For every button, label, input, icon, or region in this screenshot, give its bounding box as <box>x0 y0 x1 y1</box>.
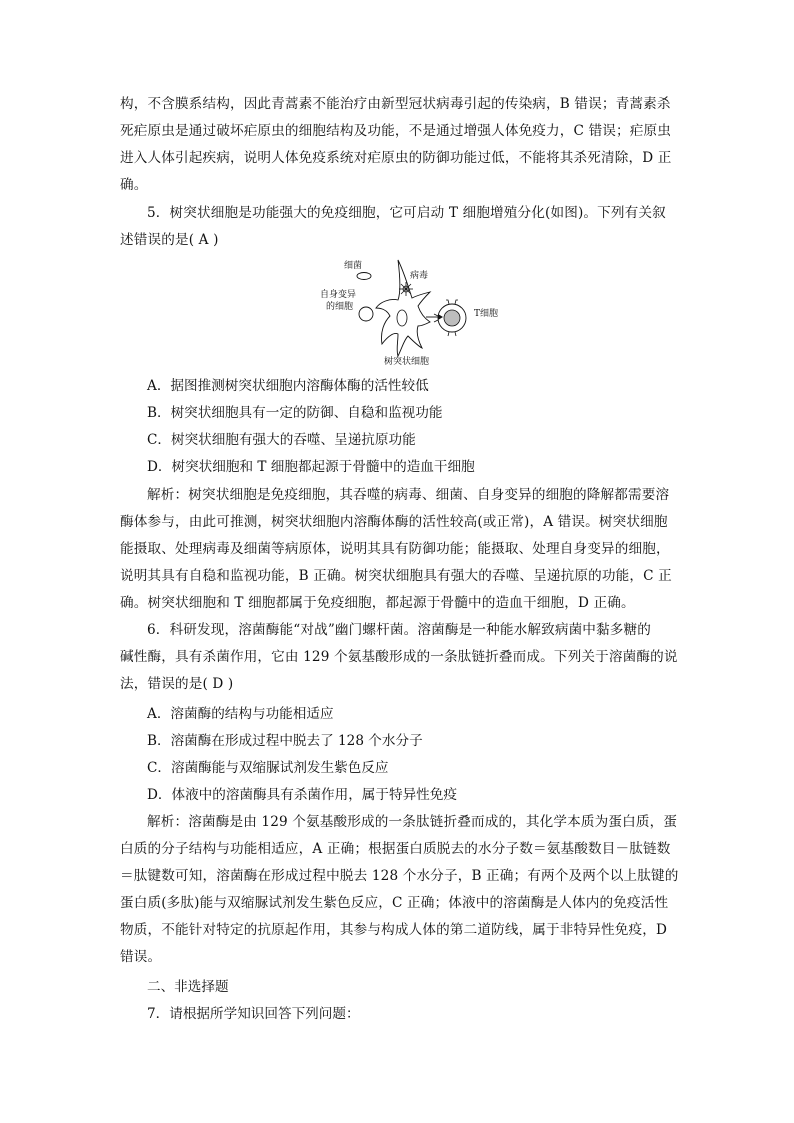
text-line: 白质的分子结构与功能相适应，A 正确；根据蛋白质脱去的水分子数＝氨基酸数目－肽链数 <box>120 841 671 857</box>
section-heading: 二、非选择题 <box>147 979 229 995</box>
q6-option-b: B．溶菌酶在形成过程中脱去了 128 个水分子 <box>147 733 423 749</box>
figure-label-bacteria: 细菌 <box>344 261 363 271</box>
dendritic-cell-figure <box>318 256 508 368</box>
q5-option-d: D．树突状细胞和 T 细胞都起源于骨髓中的造血干细胞 <box>147 459 475 475</box>
text-line: 死疟原虫是通过破坏疟原虫的细胞结构及功能，不是通过增强人体免疫力，C 错误；疟原虫 <box>120 123 672 139</box>
q6-option-c: C．溶菌酶能与双缩脲试剂发生紫色反应 <box>147 760 389 776</box>
text-line: 确。树突状细胞和 T 细胞都属于免疫细胞，都起源于骨髓中的造血干细胞，D 正确。 <box>120 595 635 611</box>
mutant-cell-shape <box>359 307 373 321</box>
text-line: 碱性酶，具有杀菌作用，它由 129 个氨基酸形成的一条肽链折叠而成。下列关于溶菌酶的说 <box>120 649 678 665</box>
text-line: 5．树突状细胞是功能强大的免疫细胞，它可启动 T 细胞增殖分化(如图)。下列有关叙 <box>147 205 666 221</box>
q5-option-b: B．树突状细胞具有一定的防御、自稳和监视功能 <box>147 405 443 421</box>
text-line: ＝肽键数可知，溶菌酶在形成过程中脱去 128 个水分子，B 正确；有两个及两个以上肽键的 <box>120 868 679 884</box>
text-line: 解析：树突状细胞是免疫细胞，其吞噬的病毒、细菌、自身变异的细胞的降解都需要溶 <box>147 487 670 503</box>
question-6-stem <box>120 617 680 698</box>
figure-label-self-mutant: 的细胞 <box>326 302 354 312</box>
q6-option-a: A．溶菌酶的结构与功能相适应 <box>147 706 334 722</box>
figure-label-tcell: T细胞 <box>474 309 499 319</box>
q6-option-d: D．体液中的溶菌酶具有杀菌作用，属于特异性免疫 <box>147 787 457 803</box>
text-line: 法，错误的是( D ) <box>120 676 234 692</box>
q6-analysis <box>120 809 680 971</box>
intro-paragraph <box>120 91 680 199</box>
q5-analysis <box>120 482 680 617</box>
text-line: 物质，不能针对特定的抗原起作用，其参与构成人体的第二道防线，属于非特异性免疫，D <box>120 922 668 938</box>
dendritic-nucleus <box>397 310 407 326</box>
question-7-stem: 7．请根据所学知识回答下列问题： <box>147 1006 360 1022</box>
q5-option-c: C．树突状细胞有强大的吞噬、呈递抗原功能 <box>147 432 416 448</box>
text-line: 6．科研发现，溶菌酶能“对战”幽门螺杆菌。溶菌酶是一种能水解致病菌中黏多糖的 <box>147 622 652 638</box>
text-line: 述错误的是( A ) <box>120 232 219 248</box>
text-line: 确。 <box>120 177 148 193</box>
text-line: 说明其具有自稳和监视功能，B 正确。树突状细胞具有强大的吞噬、呈递抗原的功能，C 正 <box>120 568 672 584</box>
figure-label-dendritic: 树突状细胞 <box>384 357 430 367</box>
figure-label-virus: 病毒 <box>410 271 429 281</box>
question-5-stem <box>120 200 680 254</box>
q5-option-a: A．据图推测树突状细胞内溶酶体酶的活性较低 <box>147 378 429 394</box>
text-line: 能摄取、处理病毒及细菌等病原体，说明其具有防御功能；能摄取、处理自身变异的细胞， <box>120 541 670 557</box>
text-line: 蛋白质(多肽)能与双缩脲试剂发生紫色反应，C 正确；体液中的溶菌酶是人体内的免疫活性 <box>120 895 669 911</box>
figure-label-self-mutant: 自身变异 <box>320 290 357 300</box>
text-line: 进入人体引起疾病，说明人体免疫系统对疟原虫的防御功能过低，不能将其杀死清除，D 正 <box>120 150 672 166</box>
text-line: 解析：溶菌酶是由 129 个氨基酸形成的一条肽链折叠而成的，其化学本质为蛋白质，蛋 <box>147 814 678 830</box>
text-line: 构，不含膜系结构，因此青蒿素不能治疗由新型冠状病毒引起的传染病，B 错误；青蒿素杀 <box>120 96 671 112</box>
bacterium-shape <box>357 273 371 280</box>
text-line: 酶体参与，由此可推测，树突状细胞内溶酶体酶的活性较高(或正常)，A 错误。树突状细胞 <box>120 514 668 530</box>
text-line: 错误。 <box>120 949 162 965</box>
